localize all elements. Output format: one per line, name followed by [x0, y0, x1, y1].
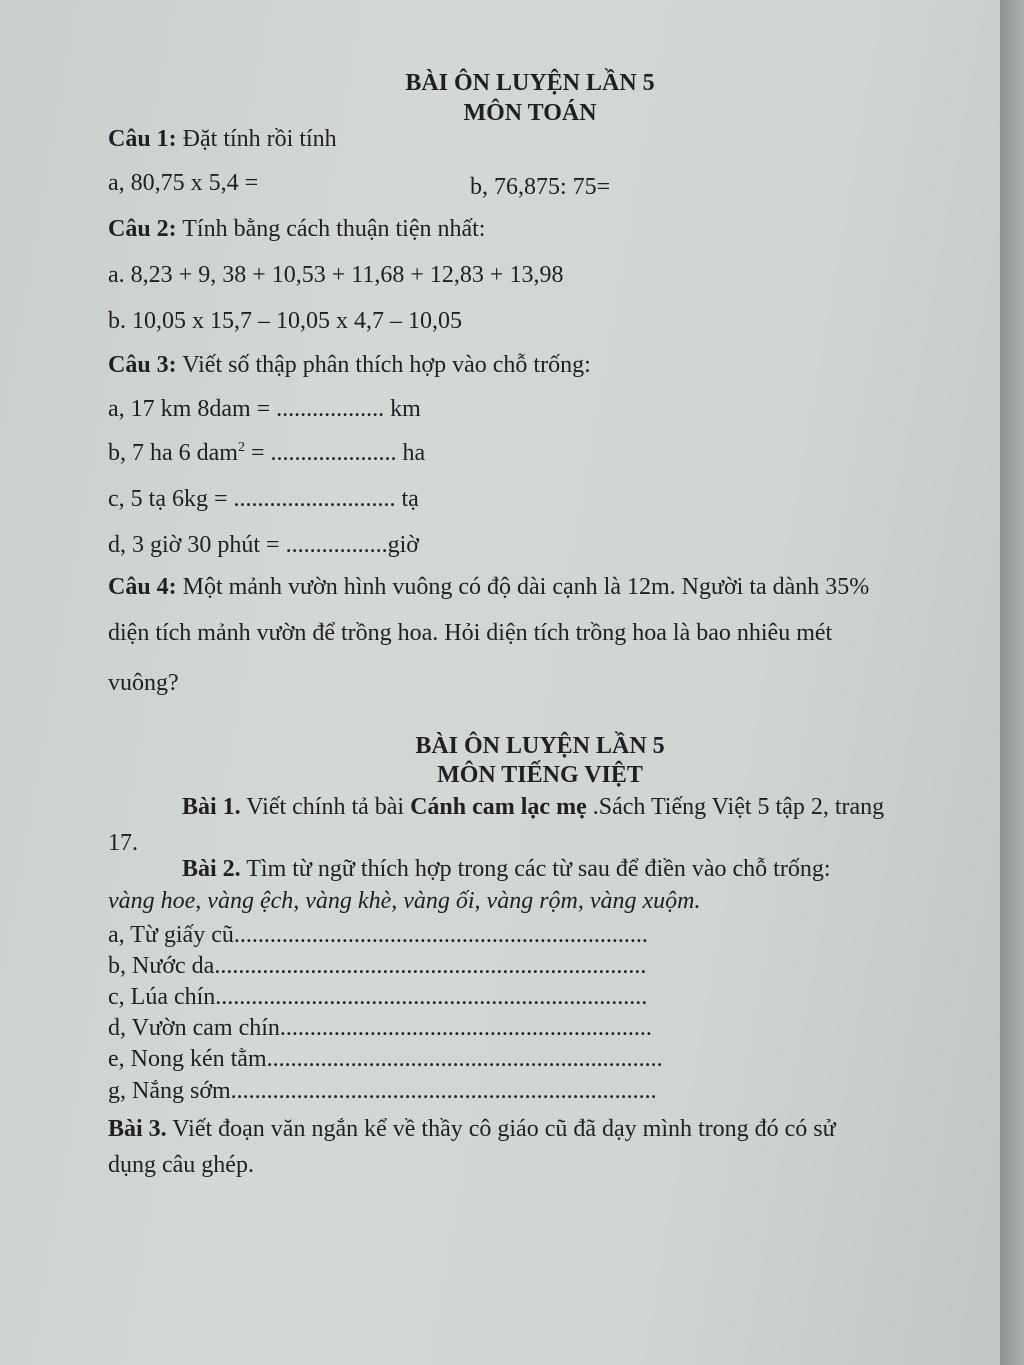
exercise-2-words — [108, 888, 701, 915]
question-3a: a, 17 km 8dam = .................. km — [108, 396, 421, 422]
exercise-1-post: .Sách Tiếng Việt 5 tập 2, trang — [586, 794, 885, 820]
question-3b-sup: 2 — [237, 440, 245, 455]
list-item: a, Từ giấy cũ..................................................................... — [108, 922, 648, 948]
question-3 — [108, 352, 591, 379]
list-item: d, Vườn cam chín.............................................................. — [108, 1015, 652, 1041]
list-item: c, Lúa chín........................................................................ — [108, 984, 648, 1010]
question-3-label: Câu 3: — [108, 352, 177, 378]
question-3b-pre: b, 7 ha 6 dam — [108, 440, 238, 466]
list-item: e, Nong kén tằm.................................................................. — [108, 1046, 663, 1072]
question-1a: a, 80,75 x 5,4 = — [108, 170, 259, 196]
viet-title-2: MÔN TIẾNG VIỆT — [437, 762, 643, 788]
exercise-2-text: Tìm từ ngữ thích hợp trong các từ sau để điền vào chỗ trống: — [240, 856, 831, 882]
question-4-label: Câu 4: — [108, 574, 177, 600]
exercise-1-label: Bài 1. — [182, 794, 241, 820]
math-title-1: BÀI ÔN LUYỆN LẦN 5 — [405, 70, 655, 96]
question-1-label: Câu 1: — [108, 126, 177, 152]
question-3-text: Viết số thập phân thích hợp vào chỗ trống: — [176, 352, 591, 378]
question-4-line-2: diện tích mảnh vườn để trồng hoa. Hỏi diện tích trồng hoa là bao nhiêu mét — [108, 620, 833, 646]
exercise-3-line-2: dụng câu ghép. — [108, 1152, 254, 1178]
question-1-text: Đặt tính rồi tính — [176, 126, 337, 152]
exercise-1-pre: Viết chính tả bài — [240, 794, 411, 820]
question-4-line-3: vuông? — [108, 670, 179, 696]
question-4-text-1: Một mảnh vườn hình vuông có độ dài cạnh là 12m. Người ta dành 35% — [176, 574, 870, 600]
question-1b: b, 76,875: 75= — [470, 174, 611, 200]
word-choices: vàng hoe, vàng ệch, vàng khè, vàng ối, vàng rộm, vàng xuộm. — [108, 888, 701, 914]
exercise-3-text-1: Viết đoạn văn ngắn kể về thầy cô giáo cũ đã dạy mình trong đó có sử — [166, 1116, 836, 1142]
question-1 — [108, 126, 337, 153]
exercise-1-cont: 17. — [108, 830, 138, 856]
list-item: b, Nước da........................................................................ — [108, 953, 647, 979]
exercise-3-label: Bài 3. — [108, 1116, 167, 1142]
question-2-text: Tính bằng cách thuận tiện nhất: — [176, 216, 486, 242]
list-item: g, Nắng sớm....................................................................... — [108, 1078, 657, 1104]
question-2a: a. 8,23 + 9, 38 + 10,53 + 11,68 + 12,83 + 13,98 — [108, 262, 564, 288]
question-3d: d, 3 giờ 30 phút = .................giờ — [108, 532, 419, 558]
exercise-1-book: Cánh cam lạc mẹ — [410, 794, 587, 820]
question-2b: b. 10,05 x 15,7 – 10,05 x 4,7 – 10,05 — [108, 308, 462, 334]
question-3b — [108, 440, 425, 467]
question-2 — [108, 216, 485, 243]
question-2-label: Câu 2: — [108, 216, 177, 242]
viet-title-1: BÀI ÔN LUYỆN LẦN 5 — [415, 733, 665, 759]
exercise-1 — [182, 794, 884, 821]
question-4-line-1 — [108, 574, 869, 601]
question-3c: c, 5 tạ 6kg = ........................... tạ — [108, 486, 419, 512]
exercise-2 — [182, 856, 831, 883]
exercise-3-line-1 — [108, 1116, 836, 1143]
exercise-2-label: Bài 2. — [182, 856, 241, 882]
page-edge-shadow — [1000, 0, 1024, 1365]
question-3b-post: = ..................... ha — [244, 440, 426, 466]
math-title-2: MÔN TOÁN — [463, 100, 597, 126]
